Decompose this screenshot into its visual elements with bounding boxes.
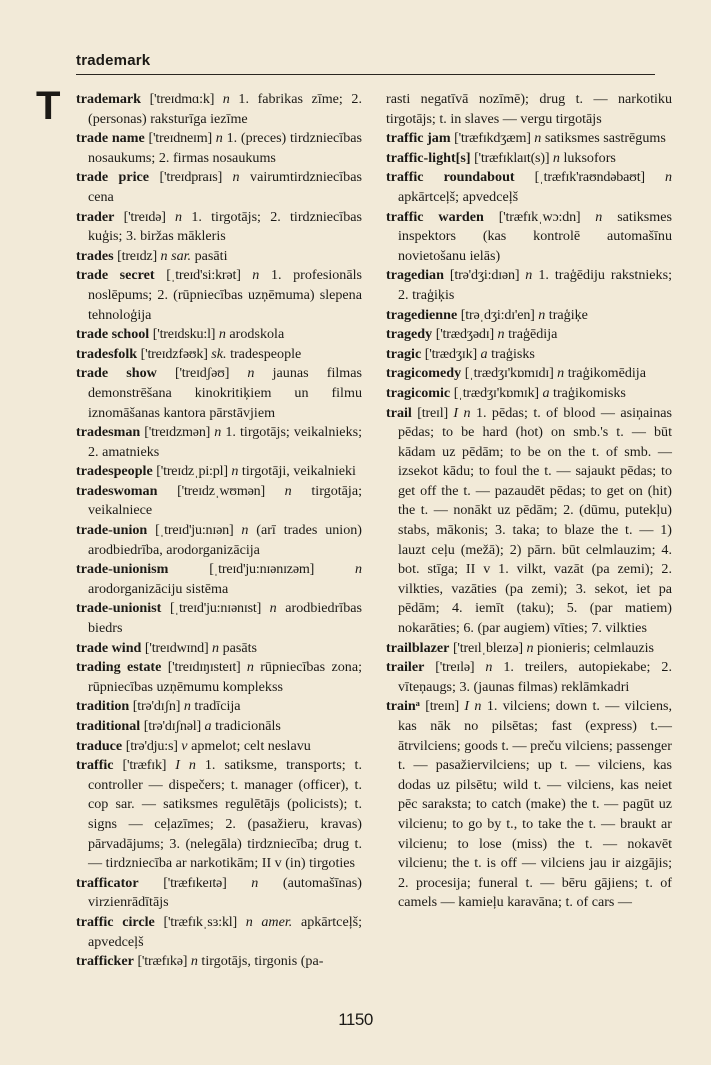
pronunciation: ['treɪdʃəʊ] (174, 365, 230, 382)
grammar-label: n (183, 698, 191, 715)
definition: 1. vilciens; down t. — vilciens, kas nāk no pilsētas; fast (express) t.— ātrvilciens; goods t. — preču vilciens; passenger t. — pasažiervilciens; up t. — vilciens, kas dodas uz pilsētu; wild t. — vilciens, kas neiet pēc saraksta; to catch (make) the t. — pagūt uz vilcienu; to go by t., to take the t. — braukt ar vilcienu; to lose (miss) the t. — nokavēt vilcienu; the t. is off — vilciens jau ir aizgājis; 2. procesija; funeral t. — bēru gājiens; t. of camels — kamieļu karavāna; t. of cars — (398, 698, 673, 911)
grammar-label: I n (453, 404, 471, 421)
pronunciation: [ˌtrædʒɪ'kɒmɪk] (453, 384, 539, 401)
pronunciation: ['trædʒədɪ] (435, 326, 494, 343)
pronunciation: [ˌtreɪd'ju:nɪənɪst] (169, 600, 262, 617)
pronunciation: ['trædʒɪk] (424, 345, 477, 362)
definition: traģikomisks (553, 384, 626, 401)
dictionary-entry (386, 129, 672, 149)
left-column (76, 90, 362, 972)
grammar-label: n amer. (245, 913, 293, 930)
pronunciation: [trəˌdʒi:dɪ'en] (460, 306, 535, 323)
definition: 1. satiksme, transports; t. controller — dispečers; t. manager (officer), t. cop sar. — satiksmes regulētājs (policists); t. signs — ceļazīmes; 2. (pasažieru, kravas) pārvadājums; 3. (nelegāla) tirdzniecība; drug t. — tirdzniecība ar narkotikām; II v (in) tirgoties (88, 757, 362, 872)
headword: traffic warden (386, 208, 484, 225)
headword: trade-unionism (76, 561, 169, 578)
headword: trade secret (76, 267, 155, 284)
dictionary-entry (76, 345, 362, 365)
headword: tradespeople (76, 463, 153, 480)
pronunciation: ['træfɪkˌwɔ:dn] (498, 208, 581, 225)
dictionary-entry (386, 639, 672, 659)
dictionary-entry (76, 756, 362, 874)
definition: arodorganizāciju sistēma (88, 580, 229, 597)
grammar-label: n (485, 659, 493, 676)
dictionary-entry (386, 168, 672, 207)
definition: traģēdija (508, 326, 558, 343)
pronunciation: ['treɪdmɑ:k] (149, 91, 215, 107)
grammar-label: I n (464, 698, 482, 715)
definition: tradicionāls (215, 718, 281, 734)
headword: tragedy (386, 326, 433, 343)
pronunciation: ['træfɪkeɪtə] (163, 874, 227, 891)
definition: satiksmes inspektors (kas kontrolē automašīnu novietošanu ielās) (398, 208, 672, 264)
pronunciation: [ˌtreɪd'ju:nɪənɪzəm] (209, 561, 315, 578)
headword: tradesman (76, 424, 141, 441)
definition: 1. tirgotājs; 2. tirdzniecības kuģis; 3. biržas mākleris (88, 208, 362, 245)
headword: trade-unionist (76, 600, 162, 617)
dictionary-entry (76, 658, 362, 697)
grammar-label: n (222, 91, 230, 107)
grammar-label: a (480, 345, 488, 362)
grammar-label: n (284, 482, 292, 499)
pronunciation: ['treɪdzfəʊk] (140, 345, 208, 362)
pronunciation: [trə'dɪʃn] (132, 698, 181, 715)
definition: apmelot; celt neslavu (191, 737, 311, 754)
headword: trades (76, 247, 114, 264)
pronunciation: [ˌtrædʒɪ'kɒmɪdɪ] (464, 365, 554, 382)
definition: (arī trades union) arodbiedrība, arodorganizācija (88, 522, 362, 558)
dictionary-entry (76, 462, 362, 482)
pronunciation: ['treɪdneɪm] (148, 130, 213, 147)
dictionary-entry (76, 247, 362, 267)
grammar-label: n (190, 953, 198, 970)
dictionary-entry (76, 521, 362, 560)
grammar-label: a (204, 718, 212, 734)
headword: tradeswoman (76, 482, 158, 499)
dictionary-entry (386, 697, 672, 913)
dictionary-entry (76, 482, 362, 521)
dictionary-entry (76, 952, 362, 972)
headword: traffic jam (386, 130, 451, 147)
grammar-label: sk. (211, 345, 227, 362)
definition: 1. profesionāls noslēpums; 2. (rūpniecības uzņēmuma) slepena tehnoloģija (88, 267, 362, 323)
right-column (386, 90, 672, 913)
definition: 1. traģēdiju rakstnieks; 2. traģiķis (398, 267, 672, 303)
headword: trader (76, 208, 115, 225)
grammar-label: n (526, 639, 534, 656)
definition: tradīcija (194, 698, 241, 715)
definition: traģisks (491, 345, 535, 362)
pronunciation: ['treɪlˌbleɪzə] (452, 639, 523, 656)
definition: 1. pēdas; t. of blood — asiņainas pēdas; to be hard (hot) on smb.'s t. — būt kādam uz pēdām; to be on the t. of smb. — izsekot kādu; to foul the t. — sajaukt pēdas; to get off the t. — pazaudēt pēdas; to get on (hit) the t. — nonākt uz pēdām; 2. (dūmu, putekļu) stabs, mākonis; 3. taka; to blaze the t. — 1) lauzt ceļu (mežā); 2) pārn. būt celmlauzim; 4. bot. stīga; II v 1. vilkt, vazāt (pa zemi); 2. vilkties, vazāties (pa zemi); 3. sekot, iet pa pēdām; 4. iemīt (taku); 5. (par matiem) nokarāties; 6. (par augiem) vīties; 7. vilkties (398, 404, 673, 637)
pronunciation: ['treɪdzmən] (144, 424, 211, 441)
definition: 1. tirgotājs; veikalnieks; 2. amatnieks (88, 424, 363, 460)
definition: 1. (preces) tirdzniecības nosaukums; 2. firmas nosaukums (88, 130, 362, 166)
definition: (automašīnas) virzienrādītājs (88, 874, 362, 911)
definition: traģikomēdija (567, 365, 646, 382)
grammar-label: n (218, 326, 226, 343)
definition: satiksmes sastrēgums (544, 130, 666, 147)
dictionary-entry (76, 266, 362, 325)
grammar-label: n (534, 130, 542, 147)
grammar-label: n sar. (160, 247, 192, 264)
headword: tragicomedy (386, 365, 462, 382)
headword: trail (386, 404, 412, 421)
headword: trainᵃ (386, 698, 420, 715)
grammar-label: n (246, 659, 254, 676)
grammar-label: n (215, 130, 223, 147)
grammar-label: n (538, 306, 546, 323)
dictionary-entry (76, 560, 362, 599)
headword: tragedienne (386, 306, 458, 323)
pronunciation: [ˌtreɪd'ju:nɪən] (155, 522, 234, 539)
dictionary-entry (386, 90, 672, 129)
definition: tradespeople (230, 345, 302, 362)
dictionary-entry (76, 325, 362, 345)
header-rule (76, 74, 655, 75)
headword: traffic-light[s] (386, 149, 471, 166)
definition: pionieris; celmlauzis (537, 639, 655, 656)
definition: luksofors (563, 149, 616, 166)
definition: arodbiedrības biedrs (88, 600, 363, 637)
dictionary-entry (76, 129, 362, 168)
dictionary-entry (76, 423, 362, 462)
definition: tirgotāji, veikalnieki (241, 463, 356, 480)
pronunciation: [trə'dɪʃnəl] (143, 718, 202, 734)
definition: apkārtceļš; apvedceļš (398, 188, 519, 205)
headword: tragicomic (386, 384, 451, 401)
definition: arodskola (229, 326, 285, 343)
headword: trailblazer (386, 639, 450, 656)
dictionary-entry (386, 404, 672, 639)
dictionary-entry (386, 345, 672, 365)
dictionary-entry (76, 208, 362, 247)
dictionary-entry (76, 697, 362, 717)
grammar-label: n (354, 561, 362, 578)
definition: rasti negatīvā nozīmē); drug t. — narkotiku tirgotājs; t. in slaves — vergu tirgotājs (386, 91, 672, 127)
grammar-label: n (241, 522, 249, 539)
headword: tradition (76, 698, 130, 715)
dictionary-entry (76, 90, 362, 129)
running-head: trademark (76, 52, 151, 69)
pronunciation: ['treɪdzˌpi:pl] (156, 463, 228, 480)
grammar-label: n (175, 208, 183, 225)
dictionary-entry (76, 168, 362, 207)
headword: trading estate (76, 659, 162, 676)
definition: tirgotājs, tirgonis (pa- (201, 953, 324, 970)
pronunciation: ['træfɪk] (122, 757, 167, 774)
dictionary-entry (386, 658, 672, 697)
pronunciation: ['træfɪklaɪt(s)] (474, 149, 550, 166)
page-number: 1150 (338, 1010, 373, 1029)
headword: tragic (386, 345, 422, 362)
dictionary-entry (76, 364, 362, 423)
pronunciation: ['træfɪkˌsɜ:kl] (163, 913, 238, 930)
dictionary-entry (76, 599, 362, 638)
pronunciation: [treɪdz] (117, 247, 157, 264)
grammar-label: a (542, 384, 550, 401)
grammar-label: n (497, 326, 505, 343)
headword: trade name (76, 130, 145, 147)
dictionary-entry (386, 364, 672, 384)
pronunciation: [trə'dju:s] (125, 737, 178, 754)
definition: apkārtceļš; apvedceļš (88, 913, 363, 950)
definition: traģiķe (548, 306, 588, 323)
headword: tradesfolk (76, 345, 138, 362)
grammar-label: n (664, 169, 672, 186)
dictionary-entry (386, 325, 672, 345)
pronunciation: ['treɪdsku:l] (152, 326, 216, 343)
headword: trailer (386, 659, 425, 676)
headword: traditional (76, 718, 141, 734)
headword: trafficker (76, 953, 134, 970)
pronunciation: ['treɪdwɪnd] (144, 639, 209, 656)
dictionary-entry (76, 717, 362, 737)
definition: vairumtirdzniecības cena (88, 169, 362, 205)
grammar-label: v (181, 737, 188, 754)
headword: trade-union (76, 522, 148, 539)
grammar-label: n (231, 463, 239, 480)
pronunciation: [ˌtræfɪk'raʊndəbaʊt] (534, 169, 645, 186)
grammar-label: n (247, 365, 255, 382)
headword: trade wind (76, 639, 142, 656)
grammar-label: n (212, 639, 220, 656)
headword: trademark (76, 91, 141, 107)
headword: traffic (76, 757, 114, 774)
dictionary-entry (76, 913, 362, 952)
definition: pasāti (194, 247, 228, 264)
section-letter: T (36, 84, 61, 128)
definition: 1. fabrikas zīme; 2. (personas) raksturīga iezīme (88, 91, 362, 127)
dictionary-entry (76, 874, 362, 913)
pronunciation: ['treɪdɪŋɪsteɪt] (167, 659, 241, 676)
dictionary-entry (386, 149, 672, 169)
grammar-label: n (251, 874, 259, 891)
definition: 1. treilers, autopiekabe; 2. vīteņaugs; 3. (jaunas filmas) reklāmkadri (398, 659, 672, 695)
grammar-label: n (552, 149, 560, 166)
headword: trafficator (76, 874, 139, 891)
pronunciation: [trə'dʒi:dɪən] (449, 267, 520, 284)
grammar-label: n (252, 267, 260, 284)
pronunciation: ['treɪdpraɪs] (159, 169, 223, 186)
definition: tirgotāja; veikalniece (88, 482, 363, 519)
headword: trade school (76, 326, 150, 343)
headword: traffic circle (76, 913, 155, 930)
pronunciation: ['treɪlə] (435, 659, 475, 676)
pronunciation: [ˌtreɪd'si:krət] (166, 267, 241, 284)
dictionary-entry (386, 306, 672, 326)
dictionary-entry (76, 737, 362, 757)
grammar-label: n (525, 267, 533, 284)
grammar-label: n (269, 600, 277, 617)
headword: traffic roundabout (386, 169, 515, 186)
grammar-label: I n (175, 757, 196, 774)
pronunciation: ['træfɪkə] (137, 953, 188, 970)
pronunciation: [treɪl] (417, 404, 448, 421)
headword: traduce (76, 737, 123, 754)
definition: jaunas filmas demonstrēšana kinokritiķiem un filmu iznomāšanas kantora pārstāvjiem (88, 365, 362, 421)
dictionary-entry (386, 208, 672, 267)
grammar-label: n (595, 208, 603, 225)
pronunciation: ['treɪdzˌwʊmən] (177, 482, 265, 499)
definition: rūpniecības zona; rūpniecības uzņēmumu komplekss (88, 659, 362, 695)
definition: pasāts (222, 639, 258, 656)
dictionary-entry (386, 266, 672, 305)
grammar-label: n (214, 424, 222, 441)
dictionary-entry (76, 639, 362, 659)
pronunciation: ['træfɪkdʒæm] (454, 130, 531, 147)
pronunciation: ['treɪdə] (123, 208, 166, 225)
headword: trade show (76, 365, 157, 382)
headword: tragedian (386, 267, 444, 284)
grammar-label: n (557, 365, 565, 382)
dictionary-entry (386, 384, 672, 404)
pronunciation: [treɪn] (425, 698, 460, 715)
grammar-label: n (232, 169, 240, 186)
headword: trade price (76, 169, 150, 186)
